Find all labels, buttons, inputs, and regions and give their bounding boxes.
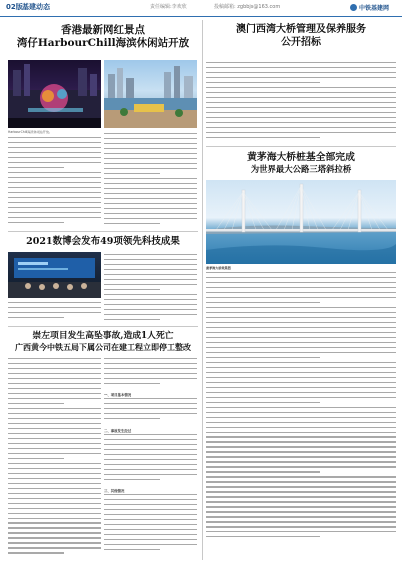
- section-divider: [8, 231, 198, 232]
- submission-email: 投稿邮箱: zgbbjs@163.com: [214, 4, 281, 10]
- data-expo-body-left: [8, 302, 101, 324]
- data-expo-body-right: [104, 254, 197, 324]
- guangxi-body-right-c: [104, 434, 197, 486]
- bridge-caption: 黄茅海大桥效果图: [206, 266, 231, 270]
- data-expo-photo-art: [8, 252, 101, 298]
- bridge-article-title: [206, 152, 396, 175]
- hk-body-right: [104, 133, 197, 229]
- guangxi-subhead-2: 二、事故发生经过: [104, 429, 132, 433]
- hk-article-title: [8, 24, 198, 50]
- guangxi-body-right-a: [104, 358, 197, 390]
- column-divider: [202, 20, 203, 560]
- hk-photo-daytime: [104, 60, 197, 128]
- section-name: 基建动态: [22, 3, 50, 11]
- bridge-title-line2: 为世界最大公路三塔斜拉桥: [250, 164, 352, 175]
- section-divider-3: [206, 146, 396, 147]
- data-expo-photo: [8, 252, 101, 298]
- hk-photo: [8, 60, 101, 128]
- brand-logo: [350, 3, 389, 12]
- guangxi-body-right-b: [104, 398, 197, 426]
- macau-title-line1: 澳门西湾大桥管理及保养服务: [236, 24, 366, 35]
- guangxi-body-right-d: [104, 494, 197, 558]
- guangxi-body-left: [8, 358, 101, 558]
- hk-body-left: [8, 137, 101, 229]
- hk-title-line1: 香港最新网红景点: [61, 24, 145, 36]
- bridge-rendering-art: [206, 180, 396, 264]
- hk-photo-art: [8, 60, 101, 128]
- guangxi-title-line1: 崇左项目发生高坠事故,造成1人死亡: [32, 331, 174, 341]
- bridge-rendering: [206, 180, 396, 264]
- brand-name: 中铁基建网: [359, 5, 390, 12]
- hk-title-line2: 湾仔HarbourChill海滨休闲站开放: [16, 37, 190, 50]
- page-number: 02版: [6, 3, 23, 11]
- hk-photo-caption: HarbourChill海滨休闲站开放。: [8, 130, 53, 134]
- macau-body: [206, 62, 396, 144]
- data-expo-title: 2021数博会发布49项领先科技成果: [26, 236, 180, 247]
- section-divider-2: [8, 326, 198, 327]
- macau-article-title: [206, 24, 396, 49]
- brand-logo-icon: [350, 4, 357, 11]
- bridge-body: [206, 272, 396, 558]
- bridge-title-line1: 黄茅海大桥桩基全部完成: [247, 152, 355, 163]
- hk-photo-daytime-art: [104, 60, 197, 128]
- page-header: [0, 0, 402, 17]
- editor-credit: 责任编辑:李欢欣: [150, 4, 187, 10]
- guangxi-title-line2: 广西黄今中铁五局下属公司在建工程立即停工整改: [15, 341, 191, 352]
- guangxi-subhead-3: 三、其他情况: [104, 489, 125, 493]
- guangxi-article-title: [8, 331, 198, 352]
- macau-title-line2: 公开招标: [281, 36, 321, 48]
- guangxi-subhead-1: 一、项目基本情况: [104, 393, 132, 397]
